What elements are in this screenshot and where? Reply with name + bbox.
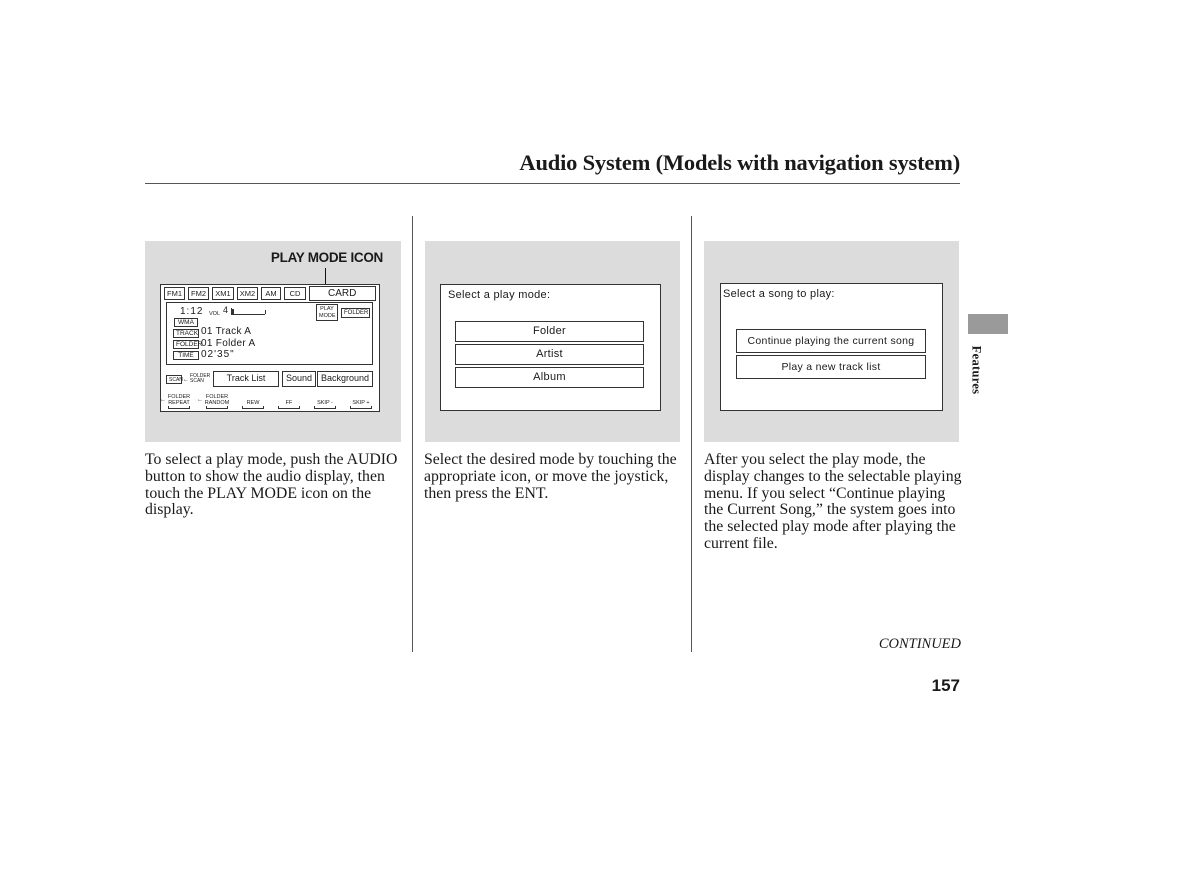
caption-step-3: After you select the play mode, the display changes to the selectable playing menu. If you select “Continue playing the Current Song,” the system goes into the selected play mode after playing the current file.: [704, 451, 962, 552]
play-mode-icon-line2: MODE: [319, 313, 336, 319]
new-track-list-option[interactable]: Play a new track list: [736, 355, 926, 379]
album-option[interactable]: Album: [455, 367, 644, 388]
softkey-skip-plus[interactable]: SKIP +: [348, 400, 374, 409]
page-title: Audio System (Models with navigation system): [519, 150, 960, 175]
play-mode-icon-line1: PLAY: [320, 306, 334, 312]
continue-song-option[interactable]: Continue playing the current song: [736, 329, 926, 353]
track-list-button[interactable]: Track List: [213, 371, 279, 387]
track-tag: TRACK: [173, 329, 199, 338]
scan-button[interactable]: SCAN: [166, 375, 182, 384]
volume-bar: [231, 308, 265, 315]
section-tab-marker: [968, 314, 1008, 334]
folder-value: 01 Folder A: [201, 338, 256, 349]
time-tag: TIME: [173, 351, 199, 360]
softkey-rew[interactable]: REW: [240, 400, 266, 409]
softkey-skip-minus[interactable]: SKIP -: [312, 400, 338, 409]
softkey-folder-random[interactable]: FOLDER RANDOM: [203, 394, 231, 409]
play-mode-icon-callout: PLAY MODE ICON: [270, 250, 383, 265]
tab-card[interactable]: CARD: [309, 286, 376, 301]
scan-arrow-icon: ←: [183, 377, 189, 383]
artist-option[interactable]: Artist: [455, 344, 644, 365]
background-button[interactable]: Background: [317, 371, 373, 387]
left-arrow-icon: ←: [197, 397, 203, 403]
tab-am[interactable]: AM: [261, 287, 281, 300]
tab-xm1[interactable]: XM1: [212, 287, 234, 300]
column-divider: [412, 216, 413, 652]
section-tab-label: Features: [969, 345, 984, 395]
title-rule: [145, 183, 960, 184]
dialog-title: Select a song to play:: [723, 288, 835, 300]
column-divider: [691, 216, 692, 652]
folder-option[interactable]: Folder: [455, 321, 644, 342]
softkey-ff[interactable]: FF: [276, 400, 302, 409]
volume-label: VOL: [209, 311, 221, 317]
caption-step-2: Select the desired mode by touching the appropriate icon, or move the joystick, then press the ENT.: [424, 451, 677, 502]
clock: 1:12: [180, 306, 204, 317]
page-number: 157: [931, 676, 960, 695]
wma-badge: WMA: [174, 318, 198, 327]
folder-badge: FOLDER: [341, 308, 370, 318]
tab-cd[interactable]: CD: [284, 287, 306, 300]
folder-scan-label: FOLDER SCAN: [190, 373, 211, 384]
sound-button[interactable]: Sound: [282, 371, 316, 387]
track-value: 01 Track A: [201, 326, 252, 337]
tab-fm2[interactable]: FM2: [188, 287, 209, 300]
caption-step-1: To select a play mode, push the AUDIO button to show the audio display, then touch the PLAY MODE icon on the display.: [145, 451, 398, 519]
time-value: 02'35": [201, 349, 235, 360]
volume-value: 4: [223, 305, 229, 315]
play-mode-icon[interactable]: [316, 304, 338, 321]
continued-label: CONTINUED: [878, 636, 961, 652]
tab-xm2[interactable]: XM2: [237, 287, 258, 300]
softkey-folder-repeat[interactable]: FOLDER REPEAT: [165, 394, 193, 409]
dialog-title: Select a play mode:: [448, 289, 551, 301]
tab-fm1[interactable]: FM1: [164, 287, 185, 300]
folder-tag: FOLDER: [173, 340, 199, 349]
left-arrow-icon: ←: [160, 397, 166, 403]
